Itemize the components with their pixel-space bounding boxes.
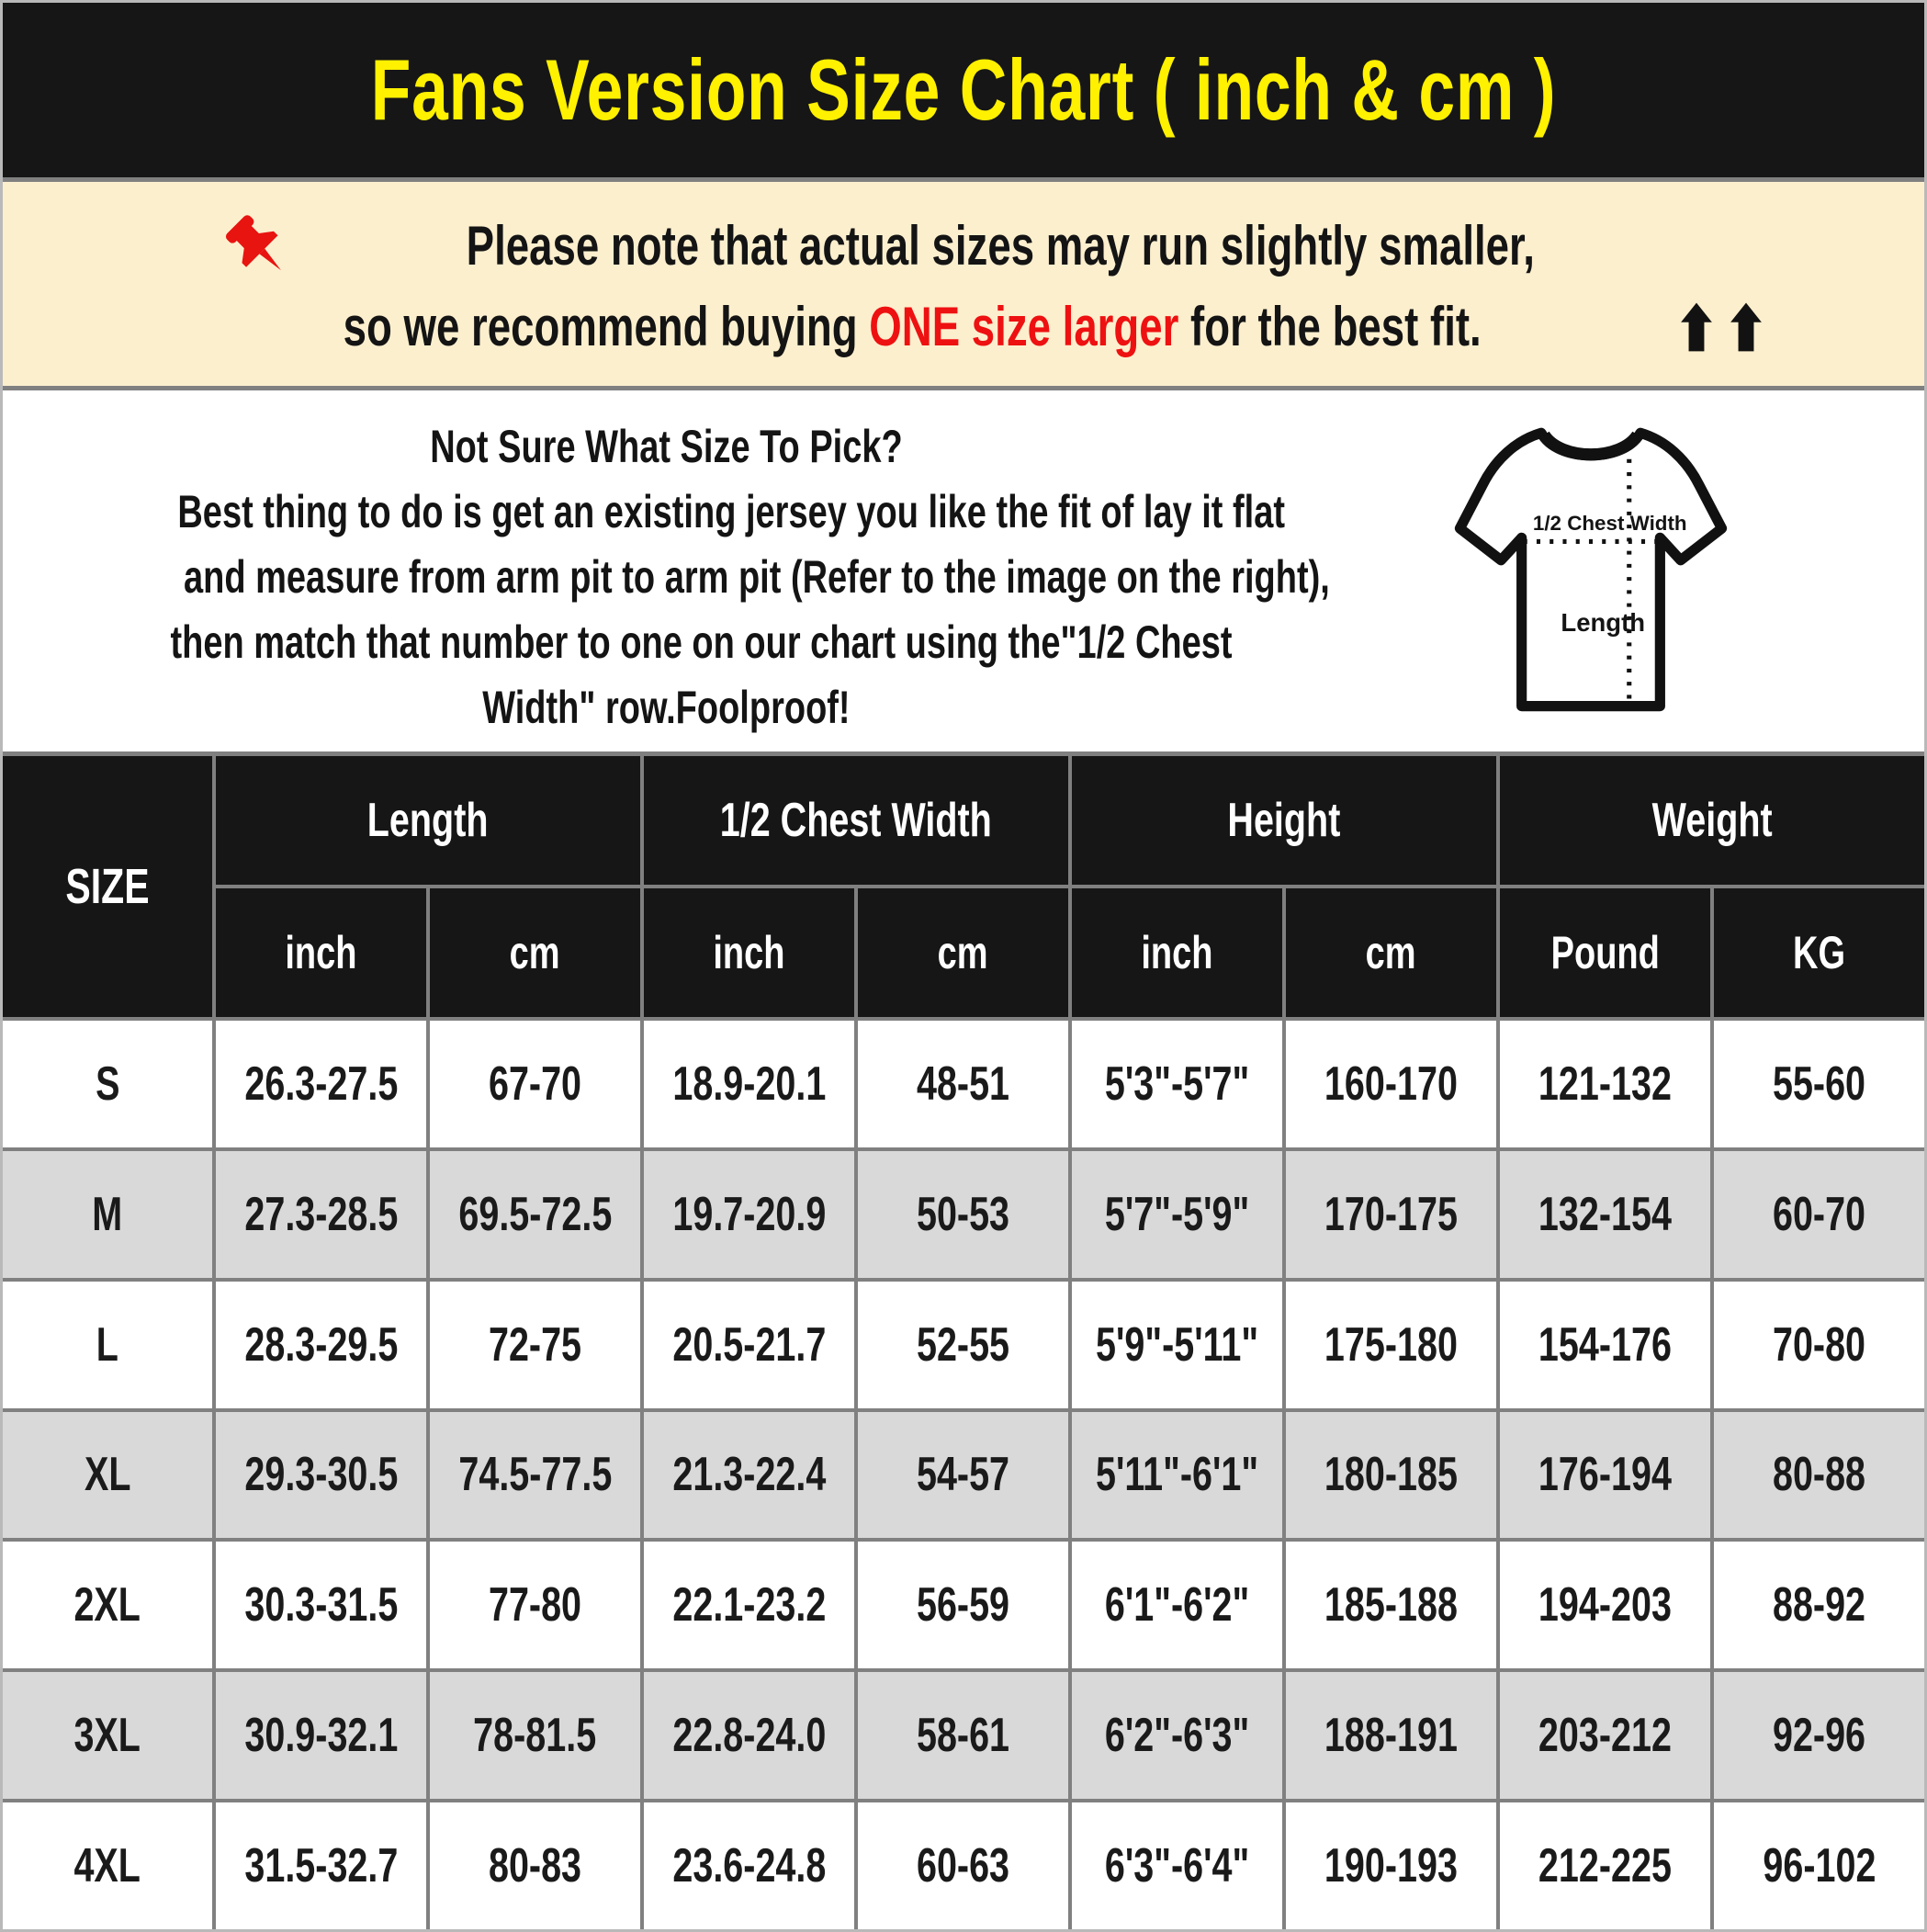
column-header-height-cm: cm bbox=[1286, 888, 1496, 1017]
value-cell: 5'9"-5'11" bbox=[1072, 1282, 1282, 1408]
value-cell: 27.3-28.5 bbox=[216, 1151, 426, 1278]
value-cell: 176-194 bbox=[1500, 1412, 1710, 1539]
value-cell: 121-132 bbox=[1500, 1021, 1710, 1147]
notice-text-2 bbox=[343, 297, 1481, 357]
value-cell: 5'7"-5'9" bbox=[1072, 1151, 1282, 1278]
column-group-chest-width: 1/2 Chest Width bbox=[644, 756, 1068, 885]
guide-heading: Not Sure What Size To Pick? bbox=[430, 421, 903, 472]
value-cell: 77-80 bbox=[430, 1542, 640, 1668]
notice-line-2 bbox=[163, 297, 1764, 357]
value-cell: 190-193 bbox=[1286, 1802, 1496, 1929]
value-cell: 188-191 bbox=[1286, 1672, 1496, 1799]
title-band bbox=[3, 3, 1924, 177]
value-cell: 23.6-24.8 bbox=[644, 1802, 854, 1929]
value-cell: 60-70 bbox=[1714, 1151, 1924, 1278]
guide-line: then match that number to one on our chart using the"1/2 Chest bbox=[170, 616, 1233, 668]
guide-line: and measure from arm pit to arm pit (Refer to the image on the right), bbox=[184, 551, 1330, 603]
value-cell: 96-102 bbox=[1714, 1802, 1924, 1929]
value-cell: 212-225 bbox=[1500, 1802, 1710, 1929]
pushpin-icon bbox=[224, 210, 296, 282]
value-cell: 175-180 bbox=[1286, 1282, 1496, 1408]
value-cell: 6'3"-6'4" bbox=[1072, 1802, 1282, 1929]
column-header-length-inch: inch bbox=[216, 888, 426, 1017]
value-cell: 203-212 bbox=[1500, 1672, 1710, 1799]
value-cell: 5'11"-6'1" bbox=[1072, 1412, 1282, 1539]
notice-banner bbox=[3, 182, 1924, 386]
value-cell: 29.3-30.5 bbox=[216, 1412, 426, 1539]
value-cell: 92-96 bbox=[1714, 1672, 1924, 1799]
value-cell: 80-83 bbox=[430, 1802, 640, 1929]
size-cell: S bbox=[3, 1021, 212, 1147]
value-cell: 31.5-32.7 bbox=[216, 1802, 426, 1929]
notice-line-1 bbox=[224, 210, 1704, 282]
column-group-height: Height bbox=[1072, 756, 1496, 885]
value-cell: 55-60 bbox=[1714, 1021, 1924, 1147]
notice-text-1: Please note that actual sizes may run slightly smaller, bbox=[466, 215, 1535, 277]
value-cell: 74.5-77.5 bbox=[430, 1412, 640, 1539]
value-cell: 78-81.5 bbox=[430, 1672, 640, 1799]
column-header-chest-inch: inch bbox=[644, 888, 854, 1017]
value-cell: 6'2"-6'3" bbox=[1072, 1672, 1282, 1799]
value-cell: 5'3"-5'7" bbox=[1072, 1021, 1282, 1147]
value-cell: 180-185 bbox=[1286, 1412, 1496, 1539]
value-cell: 48-51 bbox=[858, 1021, 1068, 1147]
column-group-weight: Weight bbox=[1500, 756, 1924, 885]
size-chart-table bbox=[3, 751, 1924, 1929]
size-cell: L bbox=[3, 1282, 212, 1408]
value-cell: 58-61 bbox=[858, 1672, 1068, 1799]
value-cell: 160-170 bbox=[1286, 1021, 1496, 1147]
value-cell: 22.8-24.0 bbox=[644, 1672, 854, 1799]
value-cell: 194-203 bbox=[1500, 1542, 1710, 1668]
value-cell: 60-63 bbox=[858, 1802, 1068, 1929]
value-cell: 154-176 bbox=[1500, 1282, 1710, 1408]
size-cell: XL bbox=[3, 1412, 212, 1539]
value-cell: 72-75 bbox=[430, 1282, 640, 1408]
notice-text-2-highlight: ONE size larger bbox=[869, 296, 1179, 357]
value-cell: 30.3-31.5 bbox=[216, 1542, 426, 1668]
value-cell: 69.5-72.5 bbox=[430, 1151, 640, 1278]
guide-line: Best thing to do is get an existing jersey you like the fit of lay it flat bbox=[177, 486, 1286, 537]
value-cell: 6'1"-6'2" bbox=[1072, 1542, 1282, 1668]
value-cell: 70-80 bbox=[1714, 1282, 1924, 1408]
column-header-weight-kg: KG bbox=[1714, 888, 1924, 1017]
chest-width-label: 1/2 Chest Width bbox=[1532, 512, 1687, 536]
column-header-chest-cm: cm bbox=[858, 888, 1068, 1017]
value-cell: 185-188 bbox=[1286, 1542, 1496, 1668]
value-cell: 30.9-32.1 bbox=[216, 1672, 426, 1799]
value-cell: 170-175 bbox=[1286, 1151, 1496, 1278]
value-cell: 88-92 bbox=[1714, 1542, 1924, 1668]
value-cell: 22.1-23.2 bbox=[644, 1542, 854, 1668]
value-cell: 67-70 bbox=[430, 1021, 640, 1147]
page-title: Fans Version Size Chart ( inch & cm ) bbox=[370, 41, 1557, 138]
value-cell: 19.7-20.9 bbox=[644, 1151, 854, 1278]
value-cell: 28.3-29.5 bbox=[216, 1282, 426, 1408]
guide-line: Width" row.Foolproof! bbox=[482, 682, 851, 733]
value-cell: 18.9-20.1 bbox=[644, 1021, 854, 1147]
value-cell: 80-88 bbox=[1714, 1412, 1924, 1539]
value-cell: 20.5-21.7 bbox=[644, 1282, 854, 1408]
value-cell: 26.3-27.5 bbox=[216, 1021, 426, 1147]
column-header-length-cm: cm bbox=[430, 888, 640, 1017]
up-arrow-icon bbox=[1729, 301, 1764, 353]
column-group-length: Length bbox=[216, 756, 640, 885]
tshirt-diagram bbox=[1450, 418, 1731, 727]
value-cell: 52-55 bbox=[858, 1282, 1068, 1408]
up-arrow-icon bbox=[1679, 301, 1714, 353]
sizing-guide-section bbox=[3, 390, 1924, 751]
sizing-guide-text bbox=[3, 414, 1330, 740]
column-header-size: SIZE bbox=[3, 756, 212, 1017]
notice-text-2-prefix: so we recommend buying bbox=[343, 296, 870, 357]
size-cell: M bbox=[3, 1151, 212, 1278]
column-header-height-inch: inch bbox=[1072, 888, 1282, 1017]
value-cell: 132-154 bbox=[1500, 1151, 1710, 1278]
collar bbox=[1544, 435, 1638, 454]
value-cell: 54-57 bbox=[858, 1412, 1068, 1539]
length-label: Length bbox=[1561, 608, 1646, 638]
value-cell: 50-53 bbox=[858, 1151, 1068, 1278]
value-cell: 21.3-22.4 bbox=[644, 1412, 854, 1539]
up-arrows bbox=[1679, 301, 1764, 353]
size-cell: 2XL bbox=[3, 1542, 212, 1668]
size-cell: 3XL bbox=[3, 1672, 212, 1799]
value-cell: 56-59 bbox=[858, 1542, 1068, 1668]
notice-text-2-suffix: for the best fit. bbox=[1178, 296, 1482, 357]
size-cell: 4XL bbox=[3, 1802, 212, 1929]
column-header-weight-pound: Pound bbox=[1500, 888, 1710, 1017]
